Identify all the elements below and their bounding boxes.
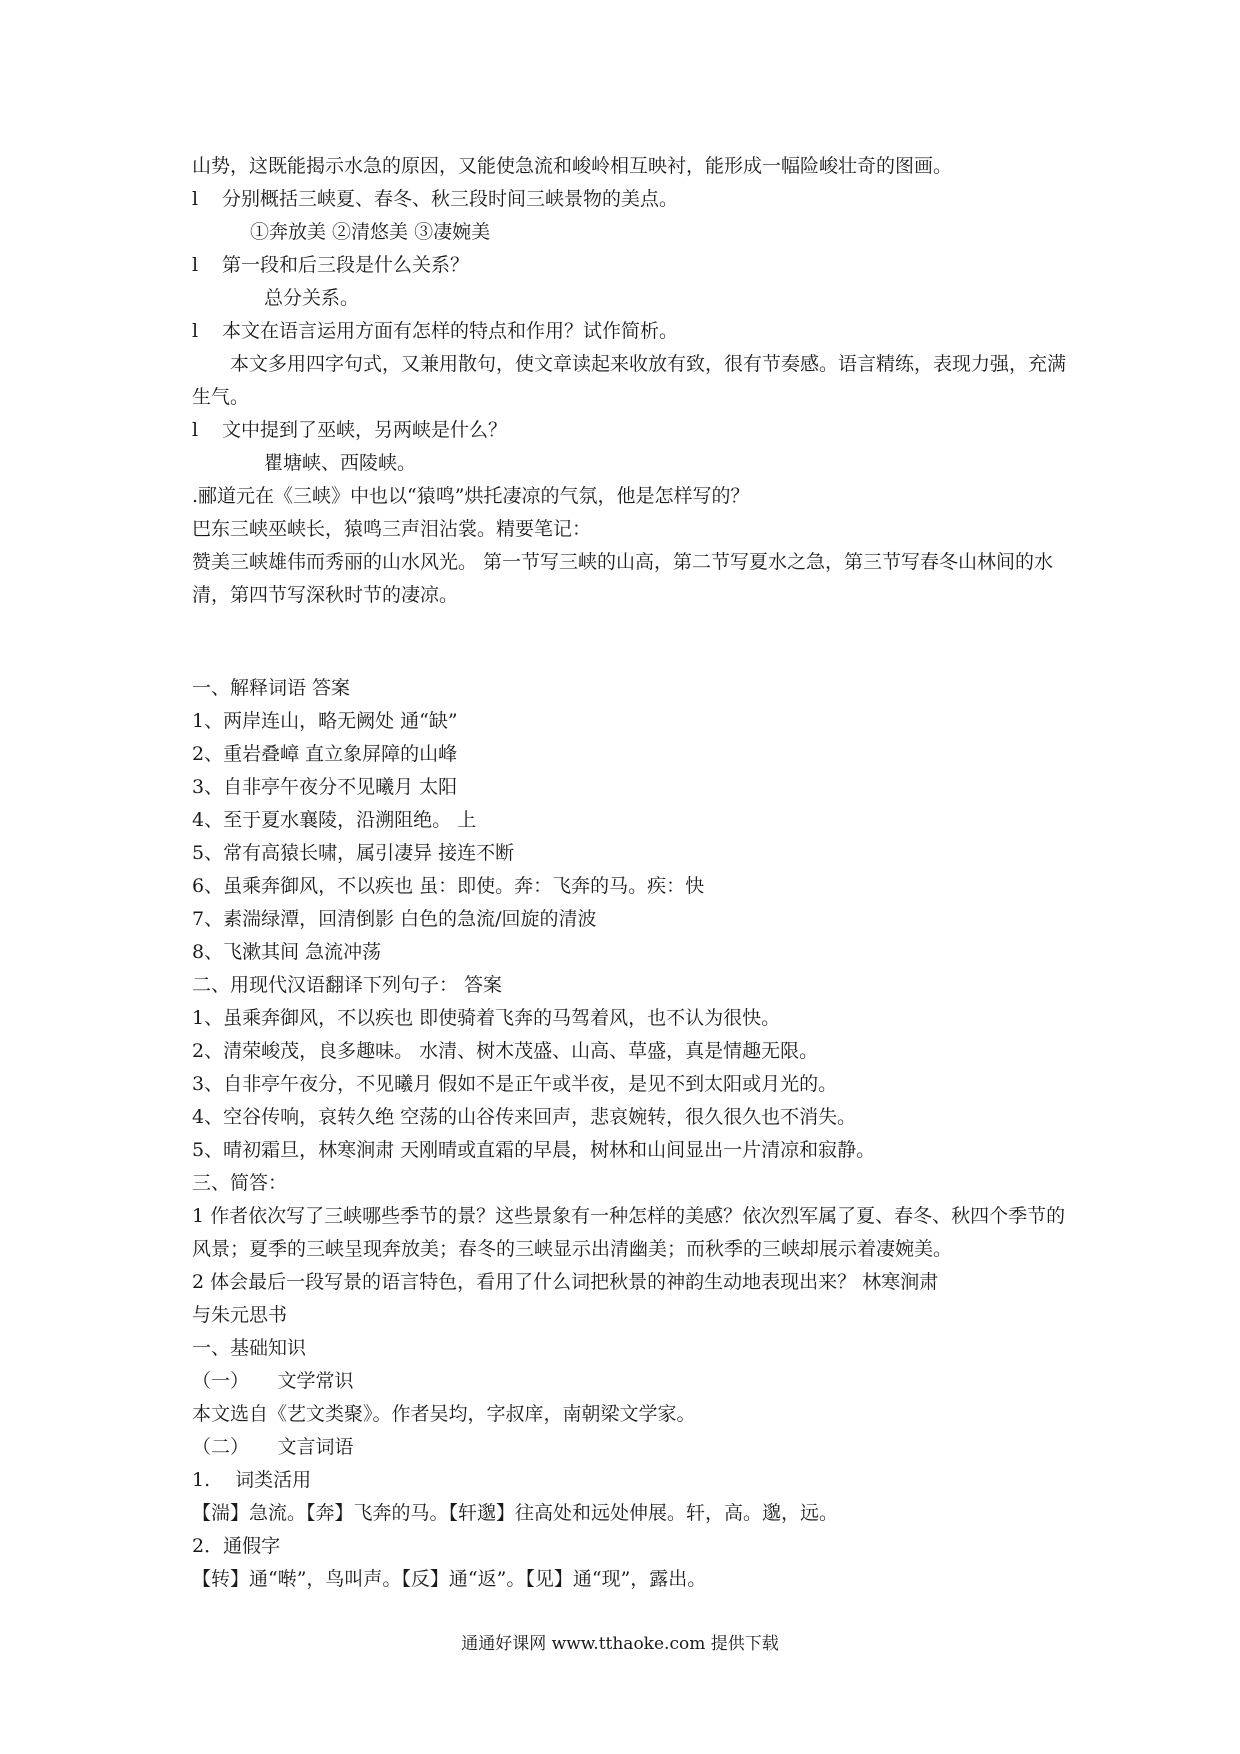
text-line: 本文选自《艺文类聚》。作者吴均，字叔庠，南朝梁文学家。 bbox=[192, 1403, 696, 1425]
text-line: 山势，这既能揭示水急的原因，又能使急流和峻岭相互映衬，能形成一幅险峻壮奇的图画。 bbox=[192, 155, 953, 177]
answer-4: 瞿塘峡、西陵峡。 bbox=[264, 452, 417, 474]
subheading: （二） 文言词语 bbox=[192, 1436, 354, 1458]
section-heading: 三、简答： bbox=[192, 1172, 288, 1194]
answer-1: ①奔放美 ②清悠美 ③凄婉美 bbox=[250, 221, 491, 243]
list-item: 3、自非亭午夜分，不见曦月 假如不是正午或半夜，是见不到太阳或月光的。 bbox=[192, 1073, 838, 1095]
section-heading: 二、用现代汉语翻译下列句子： 答案 bbox=[192, 974, 503, 996]
text-line: 【湍】急流。【奔】飞奔的马。【轩邈】往高处和远处伸展。轩，高。邈，远。 bbox=[192, 1502, 839, 1524]
list-item: 5、晴初霜旦，林寒涧肃 天刚晴或直霜的早晨，树林和山间显出一片清凉和寂静。 bbox=[192, 1139, 876, 1161]
list-item: 1、虽乘奔御风，不以疾也 即使骑着飞奔的马驾着风，也不认为很快。 bbox=[192, 1007, 781, 1029]
list-item: 3、自非亭午夜分不见曦月 太阳 bbox=[192, 776, 458, 798]
question-2: l 第一段和后三段是什么关系？ bbox=[192, 249, 1072, 282]
section-heading: 一、解释词语 答案 bbox=[192, 677, 351, 699]
question-3: l 本文在语言运用方面有怎样的特点和作用？试作简析。 bbox=[192, 315, 1072, 348]
study-note: 赞美三峡雄伟而秀丽的山水风光。 第一节写三峡的山高，第二节写夏水之急，第三节写春冬山林间的水清，第四节写深秋时节的凄凉。 bbox=[192, 551, 1054, 606]
short-answer-2: 2 体会最后一段写景的语言特色，看用了什么词把秋景的神韵生动地表现出来？ 林寒涧肃 bbox=[192, 1271, 939, 1293]
bullet: l bbox=[192, 254, 199, 276]
page-footer: 通通好课网 www.tthaoke.com 提供下载 bbox=[461, 1634, 779, 1654]
text-line: 【转】通“啭”，鸟叫声。【反】通“返”。【见】通“现”，露出。 bbox=[192, 1568, 707, 1590]
answer-3: 本文多用四字句式，又兼用散句，使文章读起来收放有致，很有节奏感。语言精练，表现力强，充满生气。 bbox=[192, 353, 1067, 408]
list-item: 2、重岩叠嶂 直立象屏障的山峰 bbox=[192, 743, 458, 765]
list-item: 7、素湍绿潭，回清倒影 白色的急流/回旋的清波 bbox=[192, 908, 597, 930]
bullet: l bbox=[192, 320, 199, 342]
list-item: 8、飞漱其间 急流冲荡 bbox=[192, 941, 382, 963]
question-5: .郦道元在《三峡》中也以“猿鸣”烘托凄凉的气氛，他是怎样写的？ bbox=[192, 485, 750, 507]
subheading: 2．通假字 bbox=[192, 1535, 281, 1557]
bullet: l bbox=[192, 419, 199, 441]
answer-5: 巴东三峡巫峡长，猿鸣三声泪沾裳。精要笔记： bbox=[192, 518, 592, 540]
bullet: l bbox=[192, 188, 199, 210]
list-item: 4、空谷传响，哀转久绝 空荡的山谷传来回声，悲哀婉转，很久很久也不消失。 bbox=[192, 1106, 857, 1128]
question-4: l 文中提到了巫峡，另两峡是什么？ bbox=[192, 414, 1072, 447]
question-1: l 分别概括三峡夏、春冬、秋三段时间三峡景物的美点。 bbox=[192, 183, 1072, 216]
subheading: 1. 词类活用 bbox=[192, 1469, 312, 1491]
list-item: 4、至于夏水襄陵，沿溯阻绝。 上 bbox=[192, 809, 477, 831]
section-heading: 一、基础知识 bbox=[192, 1337, 307, 1359]
essay-title: 与朱元思书 bbox=[192, 1304, 288, 1326]
short-answer-1: 1 作者依次写了三峡哪些季节的景？这些景象有一种怎样的美感？依次烈军属了夏、春冬、秋四个季节的风景；夏季的三峡呈现奔放美；春冬的三峡显示出清幽美；而秋季的三峡却展示着凄婉美。 bbox=[192, 1205, 1066, 1260]
list-item: 6、虽乘奔御风，不以疾也 虽：即使。奔：飞奔的马。疾：快 bbox=[192, 875, 705, 897]
subheading: （一） 文学常识 bbox=[192, 1370, 354, 1392]
section-gap bbox=[192, 612, 1072, 672]
answer-2: 总分关系。 bbox=[264, 287, 360, 309]
document-body bbox=[192, 150, 1072, 1596]
list-item: 5、常有高猿长啸，属引凄异 接连不断 bbox=[192, 842, 515, 864]
list-item: 2、清荣峻茂，良多趣味。 水清、树木茂盛、山高、草盛，真是情趣无限。 bbox=[192, 1040, 819, 1062]
list-item: 1、两岸连山，略无阙处 通“缺” bbox=[192, 710, 458, 732]
